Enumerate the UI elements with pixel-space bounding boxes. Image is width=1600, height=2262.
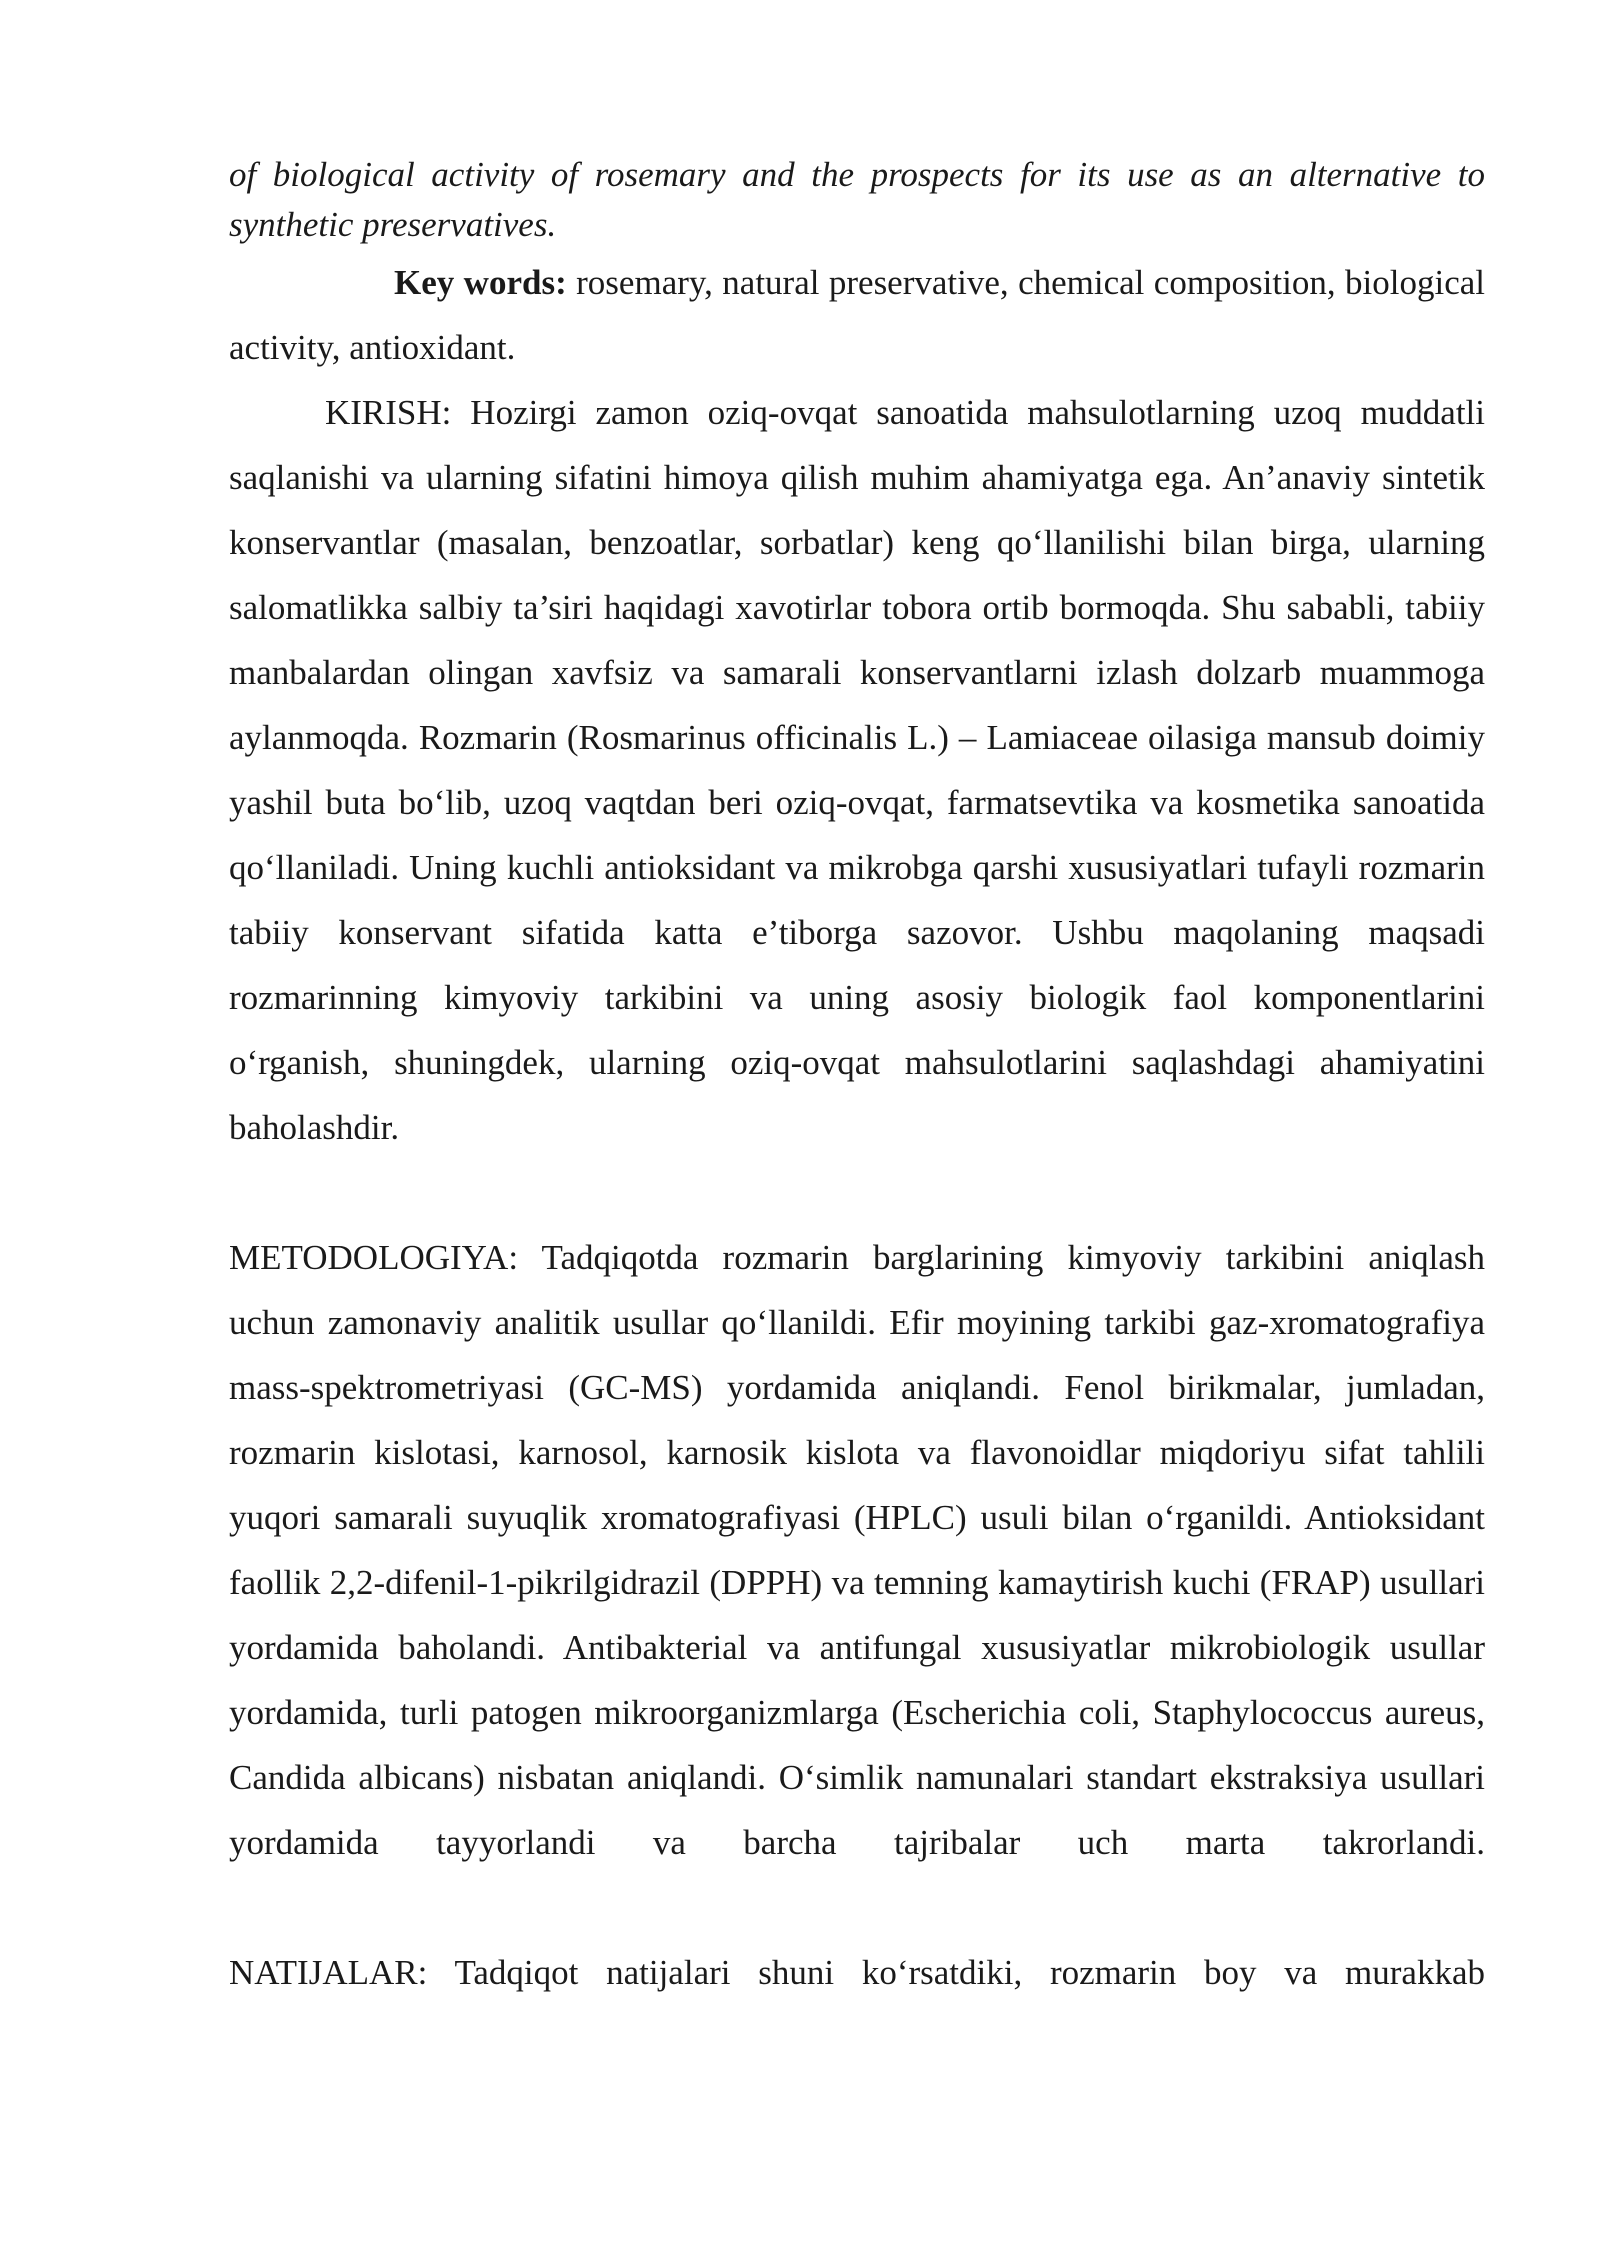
abstract-tail: of biological activity of rosemary and the prospects for its use as an alternative to synthetic preservatives.: [229, 155, 1485, 244]
page-content: [229, 150, 1485, 2005]
introduction-paragraph: KIRISH: Hozirgi zamon oziq-ovqat sanoatida mahsulotlarning uzoq muddatli saqlanishi va ularning sifatini himoya qilish muhim ahamiyatga ega. An’anaviy sintetik konservantlar (masalan, benzoatlar, sorbatlar) keng qo‘llanilishi bilan birga, ularning salomatlikka salbiy ta’siri haqidagi xavotirlar tobora ortib bormoqda. Shu sababli, tabiiy manbalardan olingan xavfsiz va samarali konservantlarni izlash dolzarb muammoga aylanmoqda. Rozmarin (Rosmarinus officinalis L.) – Lamiaceae oilasiga mansub doimiy yashil buta bo‘lib, uzoq vaqtdan beri oziq-ovqat, farmatsevtika va kosmetika sanoatida qo‘llaniladi. Uning kuchli antioksidant va mikrobga qarshi xususiyatlari tufayli rozmarin tabiiy konservant sifatida katta e’tiborga sazovor. Ushbu maqolaning maqsadi rozmarinning kimyoviy tarkibini va uning asosiy biologik faol komponentlarini o‘rganish, shuningdek, ularning oziq-ovqat mahsulotlarini saqlashdagi ahamiyatini baholashdir.: [229, 393, 1485, 1147]
results-paragraph: NATIJALAR: Tadqiqot natijalari shuni ko‘rsatdiki, rozmarin boy va murakkab: [229, 1953, 1485, 1992]
paragraph-gap: [229, 1875, 1485, 1940]
keywords-text: rosemary, natural preservative, chemical composition, biological activity, antioxidant.: [229, 263, 1485, 367]
keywords-paragraph: [229, 250, 1485, 380]
paragraph-gap: [229, 1160, 1485, 1225]
keywords-label: Key words:: [394, 263, 567, 302]
methodology-paragraph: METODOLOGIYA: Tadqiqotda rozmarin barglarining kimyoviy tarkibini aniqlash uchun zamonaviy analitik usullar qo‘llanildi. Efir moyining tarkibi gaz-xromatografiya mass-spektrometriyasi (GC-MS) yordamida aniqlandi. Fenol birikmalar, jumladan, rozmarin kislotasi, karnosol, karnosik kislota va flavonoidlar miqdoriyu sifat tahlili yuqori samarali suyuqlik xromatografiyasi (HPLC) usuli bilan o‘rganildi. Antioksidant faollik 2,2-difenil-1-pikrilgidrazil (DPPH) va temning kamaytirish kuchi (FRAP) usullari yordamida baholandi. Antibakterial va antifungal xususiyatlar mikrobiologik usullar yordamida, turli patogen mikroorganizmlarga (Escherichia coli, Staphylococcus aureus, Candida albicans) nisbatan aniqlandi. O‘simlik namunalari standart ekstraksiya usullari yordamida tayyorlandi va barcha tajribalar uch marta takrorlandi.: [229, 1238, 1485, 1862]
